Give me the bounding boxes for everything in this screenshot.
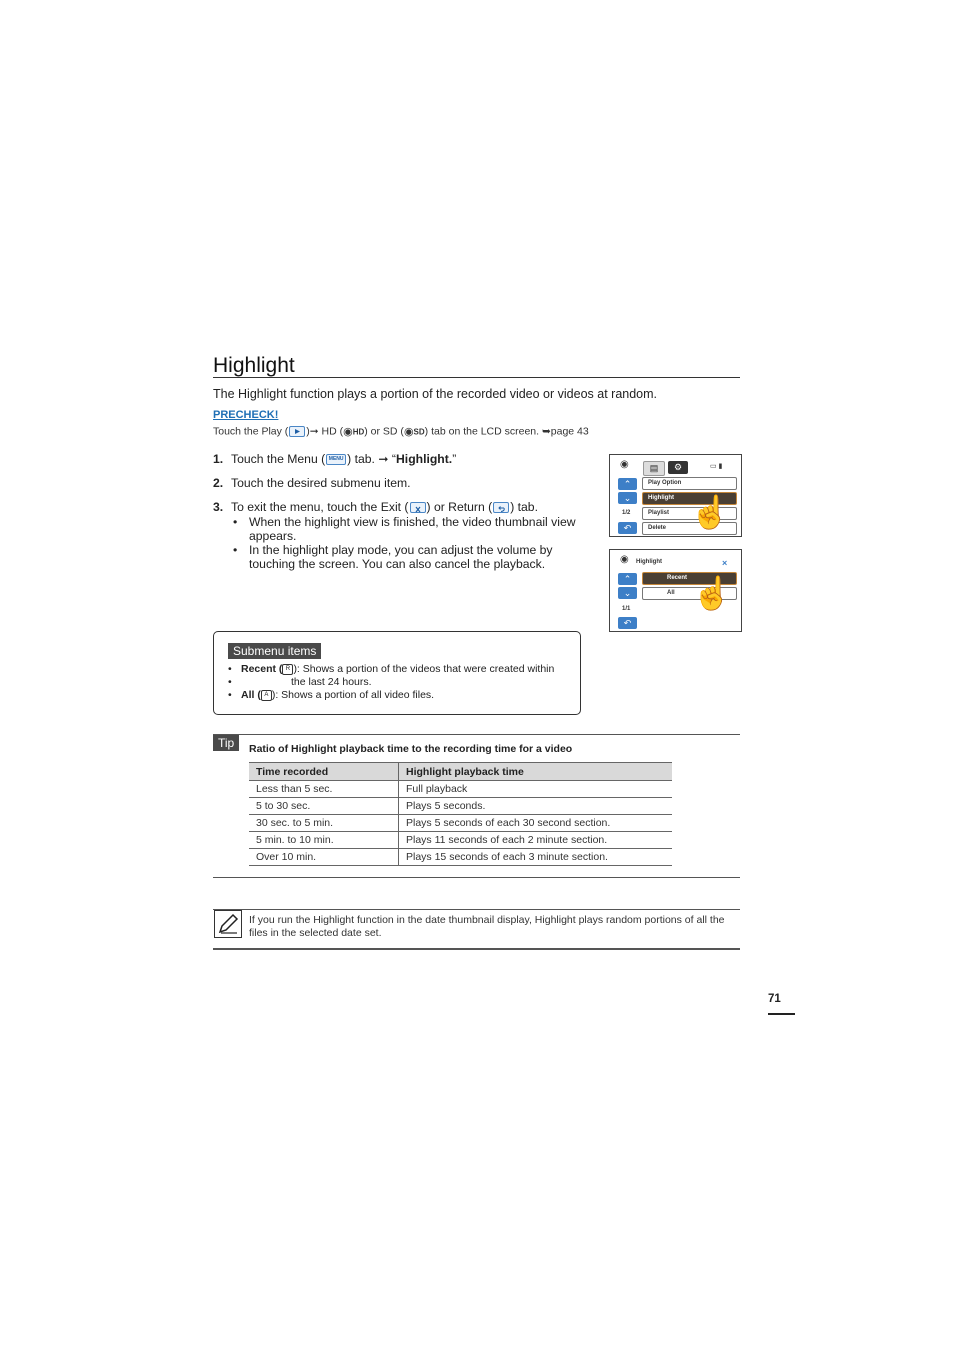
ratio-table	[249, 762, 672, 866]
table-row	[249, 832, 672, 849]
sd-camera-icon: ◉	[403, 426, 414, 438]
intro-text: The Highlight function plays a portion of the recorded video or videos at random.	[213, 387, 658, 401]
steps-list	[213, 452, 593, 580]
table-row	[249, 849, 672, 866]
screen-title: Highlight	[636, 559, 662, 565]
step-1-text-b: ) tab. ➞ “	[347, 452, 396, 466]
table-header-row	[249, 763, 672, 781]
tip-divider	[213, 734, 740, 735]
table-row	[249, 781, 672, 798]
return-button[interactable]: ↶	[618, 522, 637, 534]
step-1	[213, 452, 593, 467]
table-cell: Plays 5 seconds.	[399, 798, 673, 815]
step-2-text: Touch the desired submenu item.	[231, 476, 411, 490]
step-number: 2.	[213, 476, 224, 490]
submenu-item-recent	[228, 663, 568, 676]
hand-pointer-icon: ☝	[692, 575, 732, 611]
menu-item-delete[interactable]: Delete	[642, 522, 737, 535]
precheck-part-3: ) or SD (	[364, 425, 404, 438]
step-3-text-b: ) or Return (	[426, 500, 493, 514]
step-3	[213, 500, 593, 571]
scroll-down-button[interactable]: ⌄	[618, 587, 637, 599]
section-divider	[213, 877, 740, 878]
column-header: Highlight playback time	[399, 763, 673, 781]
table-row	[249, 798, 672, 815]
precheck-part-4: ) tab on the LCD screen. ➥page 43	[424, 425, 589, 438]
step-3-bullet: • When the highlight view is finished, the video thumbnail view appears.	[231, 515, 593, 543]
scroll-up-button[interactable]: ⌃	[618, 573, 637, 585]
step-3-text-c: ) tab.	[510, 500, 538, 514]
precheck-link[interactable]: PRECHECK!	[213, 409, 279, 421]
menu-item-highlight[interactable]: Highlight	[642, 492, 737, 505]
submenu-info-box	[213, 631, 581, 715]
step-2	[213, 476, 593, 491]
lcd-screen-highlight	[609, 549, 742, 632]
play-mode-icon: ◉	[620, 459, 629, 470]
note-divider-bottom	[213, 948, 740, 950]
exit-icon	[410, 502, 426, 513]
table-cell: 5 min. to 10 min.	[249, 832, 399, 849]
battery-icon: ▭ ▮	[710, 463, 723, 470]
return-icon	[493, 502, 509, 513]
all-label: All (	[241, 689, 261, 701]
close-icon[interactable]: ×	[722, 558, 728, 568]
hand-pointer-icon: ☝	[690, 494, 730, 530]
submenu-item-all	[228, 689, 568, 702]
table-cell: Plays 5 seconds of each 30 second section.	[399, 815, 673, 832]
table-cell: 5 to 30 sec.	[249, 798, 399, 815]
return-button[interactable]: ↶	[618, 617, 637, 629]
sd-label: SD	[413, 427, 425, 437]
title-divider	[213, 377, 740, 378]
table-cell: Plays 11 seconds of each 2 minute section.	[399, 832, 673, 849]
play-mode-icon: ◉	[620, 554, 629, 565]
page-number: 71	[768, 993, 781, 1005]
page-number-rule	[768, 1013, 795, 1015]
settings-gear-icon[interactable]: ⚙	[668, 461, 688, 474]
recent-text: ): Shows a portion of the videos that were created within	[293, 663, 555, 675]
hd-camera-icon: ◉	[343, 426, 353, 438]
step-1-bold: Highlight.	[396, 452, 453, 466]
page-indicator: 1/2	[622, 510, 631, 516]
page-title: Highlight	[213, 354, 295, 377]
submenu-all[interactable]: All	[642, 587, 737, 600]
submenu-list	[228, 663, 568, 702]
note-divider-top	[213, 909, 740, 910]
step-number: 3.	[213, 500, 224, 514]
column-header: Time recorded	[249, 763, 399, 781]
menu-tab-icon[interactable]: ▤	[643, 461, 665, 476]
play-icon	[289, 426, 305, 437]
menu-item-playlist[interactable]: Playlist	[642, 507, 737, 520]
menu-icon: MENU	[326, 454, 346, 465]
scroll-up-button[interactable]: ⌃	[618, 478, 637, 490]
step-3-bullet: • In the highlight play mode, you can adjust the volume by touching the screen. You can also cancel the playback.	[231, 543, 593, 571]
step-number: 1.	[213, 452, 224, 466]
precheck-text	[213, 425, 589, 438]
step-3-text-a: To exit the menu, touch the Exit (	[231, 500, 409, 514]
table-row	[249, 815, 672, 832]
precheck-part-1: Touch the Play (	[213, 425, 289, 438]
menu-item-play-option[interactable]: Play Option	[642, 477, 737, 490]
submenu-heading: Submenu items	[228, 643, 321, 659]
recent-text-continued: • the last 24 hours.	[228, 676, 568, 689]
table-cell: 30 sec. to 5 min.	[249, 815, 399, 832]
recent-icon: R	[282, 664, 293, 675]
note-pencil-icon	[214, 910, 242, 938]
table-cell: Full playback	[399, 781, 673, 798]
note-text: If you run the Highlight function in the date thumbnail display, Highlight plays random portions of all the files in the selected date set.	[249, 914, 725, 939]
table-cell: Plays 15 seconds of each 3 minute section.	[399, 849, 673, 866]
page-indicator: 1/1	[622, 606, 631, 612]
tip-label: Tip	[213, 735, 239, 751]
precheck-part-2: )➞ HD (	[306, 425, 344, 438]
scroll-down-button[interactable]: ⌄	[618, 492, 637, 504]
all-text: ): Shows a portion of all video files.	[271, 689, 435, 701]
table-cell: Less than 5 sec.	[249, 781, 399, 798]
hd-label: HD	[352, 427, 365, 437]
step-1-text-a: Touch the Menu (	[231, 452, 326, 466]
tip-heading: Ratio of Highlight playback time to the recording time for a video	[249, 743, 573, 755]
lcd-screen-menu	[609, 454, 742, 537]
recent-label: Recent (	[241, 663, 283, 675]
step-1-text-c: ”	[452, 452, 457, 466]
submenu-recent[interactable]: Recent	[642, 572, 737, 585]
table-cell: Over 10 min.	[249, 849, 399, 866]
all-icon: A	[261, 690, 272, 701]
